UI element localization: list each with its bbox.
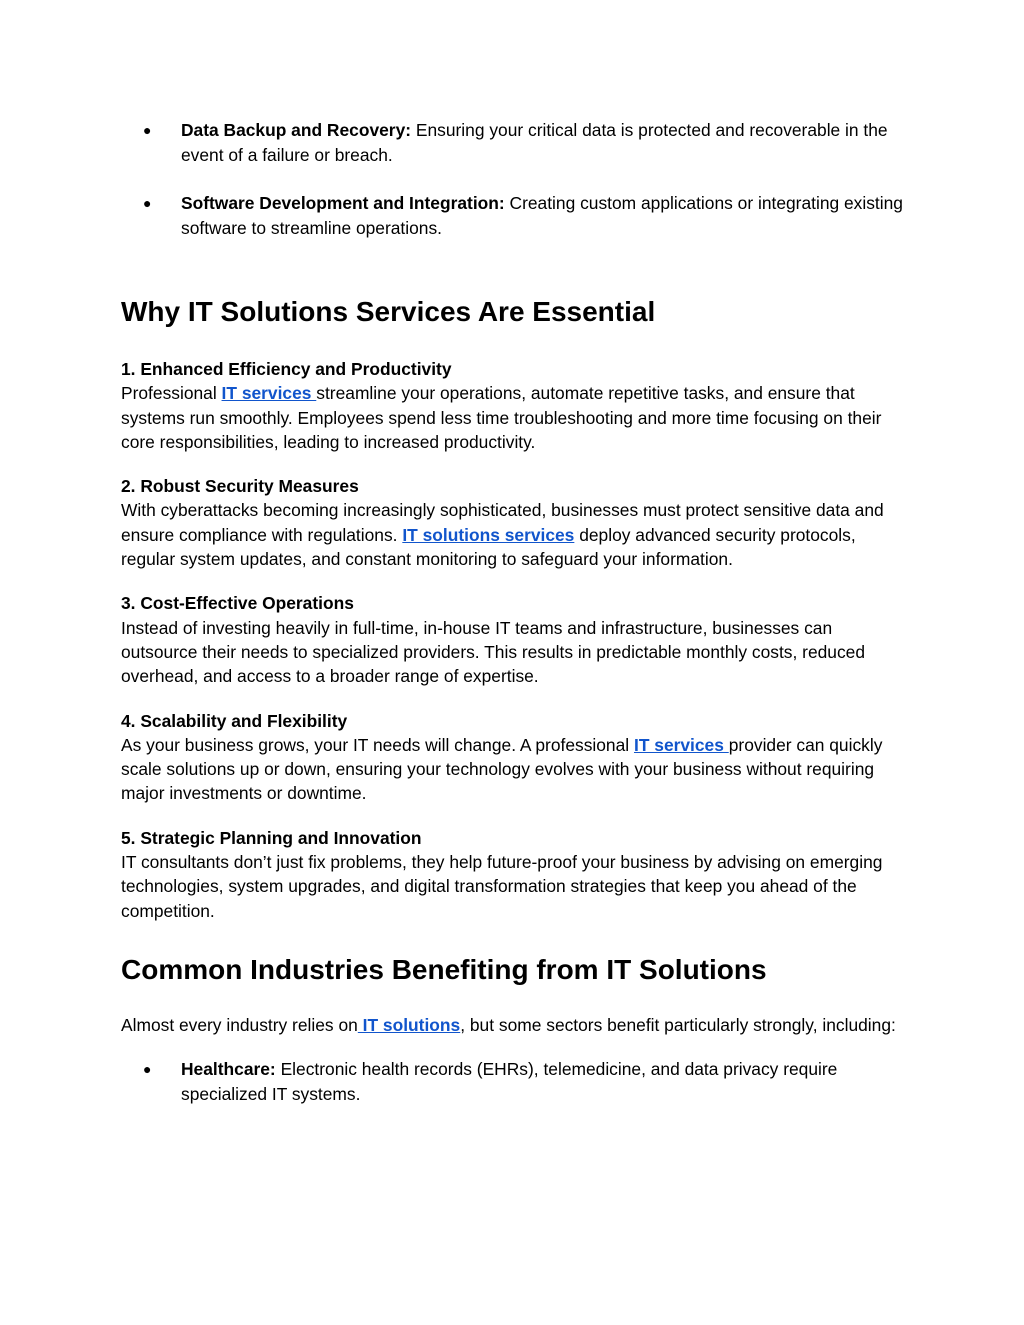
- benefit-text: Instead of investing heavily in full-time, in-house IT teams and infrastructure, businesses can outsource their needs to specialized providers. This results in predictable monthly costs, reduced overhead, and access to a broader range of expertise.: [121, 617, 865, 687]
- benefit-text: provider can quickly scale solutions up or down, ensuring your technology evolves with your business without requiring major investments or downtime.: [121, 734, 883, 804]
- benefit-text: deploy advanced security protocols, regular system updates, and constant monitoring to safeguard your information.: [121, 524, 856, 570]
- benefits-list: [121, 357, 911, 923]
- benefit-text: Professional: [121, 383, 222, 404]
- list-item: [121, 1057, 911, 1106]
- benefit-title: 4. Scalability and Flexibility: [121, 710, 348, 731]
- benefit-title: 1. Enhanced Efficiency and Productivity: [121, 359, 452, 379]
- benefit-title: 5. Strategic Planning and Innovation: [121, 827, 422, 848]
- it-services-link[interactable]: IT services: [221, 383, 317, 404]
- bullet-text: Creating custom applications or integrating existing software to streamline operations.: [181, 193, 903, 238]
- benefit-item: [121, 357, 911, 454]
- bullet-text: Ensuring your critical data is protected and recoverable in the event of a failure or breach.: [181, 120, 888, 165]
- benefit-item: [121, 591, 911, 688]
- benefit-text: streamline your operations, automate repetitive tasks, and ensure that systems run smoothly. Employees spend less time troubleshooting and more time focusing on their core responsibilities, leading to increased productivity.: [121, 383, 882, 452]
- section-heading-industries: Common Industries Benefiting from IT Solutions: [121, 953, 767, 985]
- section-heading-why: Why IT Solutions Services Are Essential: [121, 296, 656, 327]
- bullet-term: Healthcare:: [181, 1059, 276, 1080]
- bullet-term: Software Development and Integration:: [181, 193, 505, 213]
- benefit-item: [121, 826, 911, 923]
- document-page: [121, 118, 911, 1106]
- list-item: [121, 191, 911, 240]
- benefit-item: [121, 474, 911, 571]
- it-services-link[interactable]: IT services: [633, 734, 729, 755]
- benefit-item: [121, 709, 911, 806]
- it-solutions-services-link[interactable]: IT solutions services: [402, 524, 575, 545]
- benefit-title: 2. Robust Security Measures: [121, 476, 359, 497]
- benefit-text: IT consultants don’t just fix problems, they help future-proof your business by advising on emerging technologies, system upgrades, and digital transformation strategies that keep you ahead of the competition.: [121, 852, 883, 921]
- intro-text: Almost every industry relies on: [121, 1014, 358, 1035]
- services-bullet-list: [121, 118, 911, 240]
- it-solutions-link[interactable]: IT solutions: [357, 1014, 461, 1035]
- benefit-text: With cyberattacks becoming increasingly sophisticated, businesses must protect sensitive data and ensure compliance with regulations.: [121, 500, 884, 545]
- benefit-text: As your business grows, your IT needs will change. A professional: [121, 734, 634, 755]
- industries-bullet-list: [121, 1057, 911, 1106]
- bullet-text: Electronic health records (EHRs), telemedicine, and data privacy require specialized IT systems.: [181, 1059, 838, 1104]
- bullet-icon: ●: [143, 1061, 152, 1078]
- intro-paragraph: [121, 1013, 911, 1038]
- intro-text: , but some sectors benefit particularly strongly, including:: [460, 1014, 896, 1035]
- benefit-title: 3. Cost-Effective Operations: [121, 593, 354, 614]
- list-item: [121, 118, 911, 167]
- bullet-icon: ●: [143, 122, 152, 138]
- bullet-icon: ●: [143, 195, 152, 211]
- bullet-term: Data Backup and Recovery:: [181, 120, 412, 140]
